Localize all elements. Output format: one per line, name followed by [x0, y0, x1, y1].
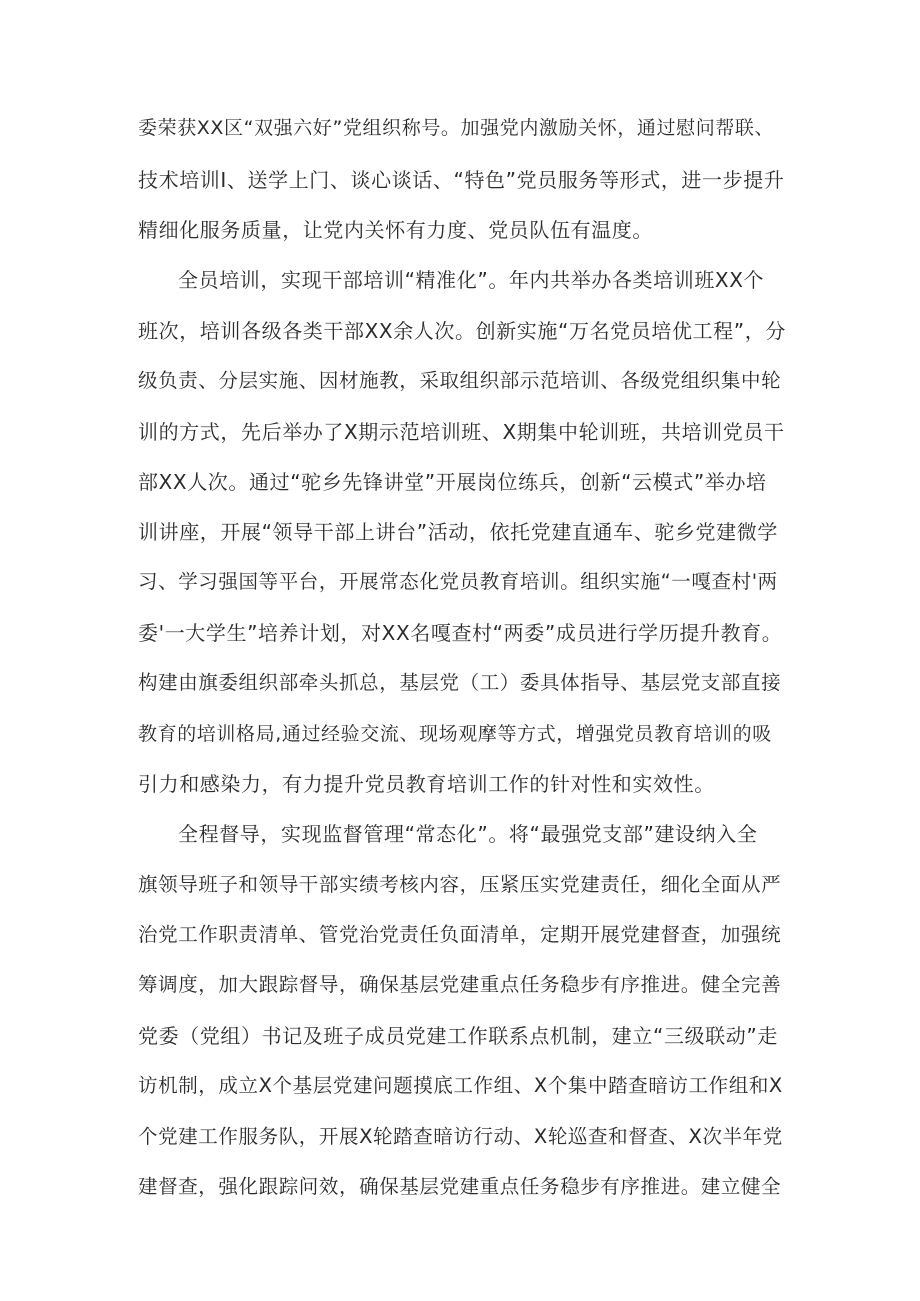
text-line: 引力和感染力，有力提升党员教育培训工作的针对性和实效性。 — [138, 772, 715, 796]
text-line: 训讲座，开展“领导干部上讲台”活动，依托党建直通车、驼乡党建微学 — [138, 520, 778, 544]
text-line: 党委（党组）书记及班子成员党建工作联系点机制，建立“三级联动”走 — [138, 1024, 778, 1048]
text-line: 委'一大学生”培养计划，对XX名嘎查村“两委”成员进行学历提升教育。 — [138, 621, 783, 645]
text-line: 委荣获XX区“双强六好”党组织称号。加强党内激励关怀，通过慰问帮联、 — [138, 117, 775, 139]
text-line: 筹调度，加大跟踪督导，确保基层党建重点任务稳步有序推进。健全完善 — [138, 973, 782, 996]
text-line: 构建由旗委组织部牵头抓总，基层党（工）委具体指导、基层党支部直接 — [138, 671, 782, 694]
text-line: 建督查，强化跟踪问效，确保基层党建重点任务稳步有序推进。建立健全 — [138, 1175, 782, 1198]
text-line: 习、学习强国等平台，开展常态化党员教育培训。组织实施“一嘎查村'两 — [138, 570, 778, 593]
text-line: 教育的培训格局,通过经验交流、现场观摩等方式，增强党员教育培训的吸 — [138, 723, 772, 745]
paragraph-start-line: 全员培训，实现干部培训“精准化”。年内共举办各类培训班XX个 — [178, 268, 765, 292]
text-line: 技术培训I、送学上门、谈心谈话、“特色”党员服务等形式，进一步提升 — [138, 168, 785, 192]
text-line: 部XX人次。通过“驼乡先锋讲堂”开展岗位练兵，创新“云模式”举办培 — [138, 470, 767, 494]
paragraph-start-line: 全程督导，实现监督管理“常态化”。将“最强党支部”建设纳入全 — [178, 822, 758, 846]
text-line: 治党工作职责清单、管党治党责任负面清单，定期开展党建督查，加强统 — [138, 923, 782, 946]
text-line: 级负责、分层实施、因材施教，采取组织部示范培训、各级党组织集中轮 — [138, 369, 782, 392]
text-line: 班次，培训各级各类干部XX余人次。创新实施“万名党员培优工程”，分 — [138, 319, 786, 343]
text-line: 访机制，成立X个基层党建问题摸底工作组、X个集中踏查暗访工作组和X — [138, 1074, 783, 1097]
text-line: 训的方式，先后举办了X期示范培训班、X期集中轮训班，共培训党员干 — [138, 420, 785, 444]
text-line: 精细化服务质量，让党内关怀有力度、党员队伍有温度。 — [138, 218, 653, 242]
text-line: 旗领导班子和领导干部实绩考核内容，压紧压实党建责任，细化全面从严 — [138, 873, 782, 896]
text-line: 个党建工作服务队，开展X轮踏查暗访行动、X轮巡查和督查、X次半年党 — [138, 1125, 783, 1148]
